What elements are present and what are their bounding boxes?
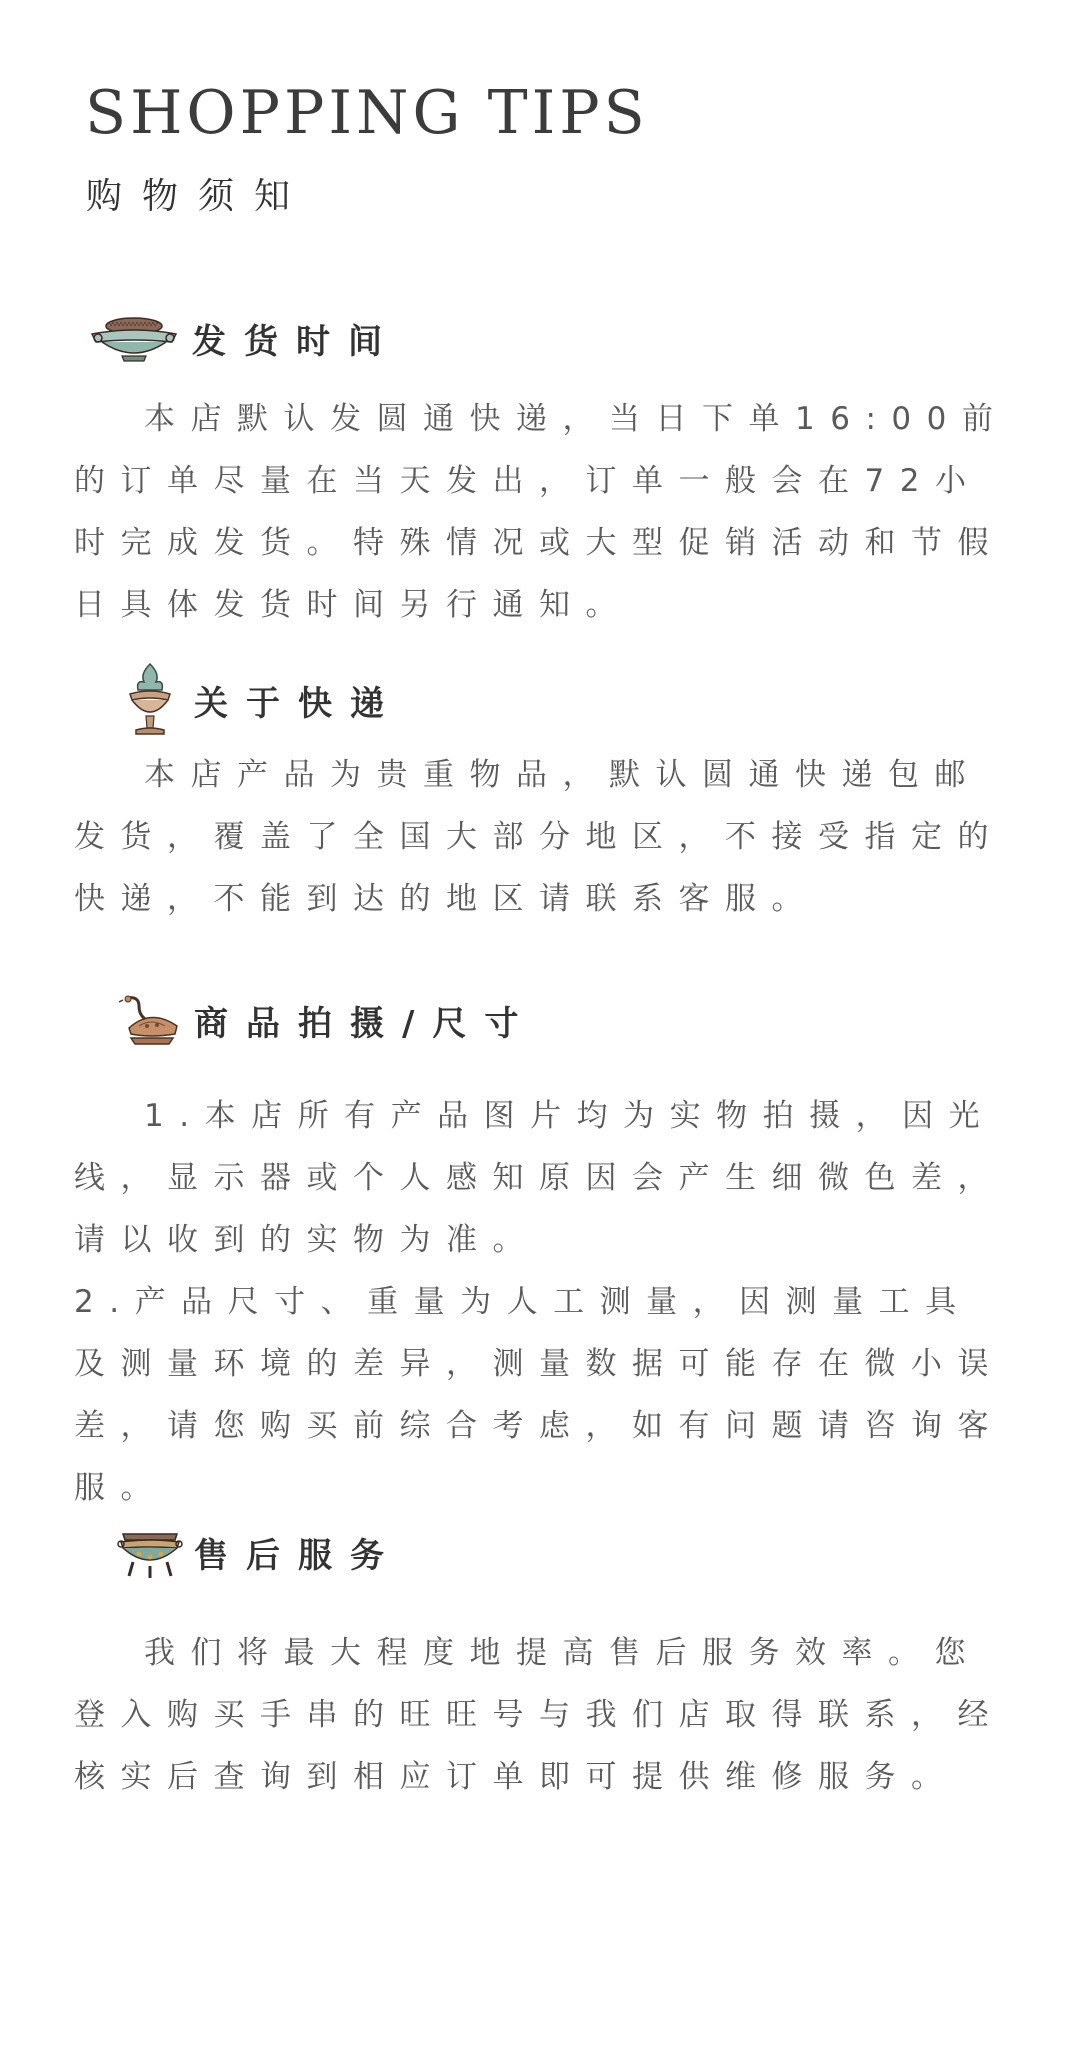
section-paragraph: 本店默认发圆通快递，当日下单16:00前的订单尽量在当天发出，订单一般会在72小时完成发货。特殊情况或大型促销活动和节假日具体发货时间另行通知。	[74, 401, 1009, 623]
section-paragraph: 1.本店所有产品图片均为实物拍摄，因光线，显示器或个人感知原因会产生细微色差，请以收到的实物为准。	[74, 1098, 1004, 1258]
section-paragraph: 我们将最大程度地提高售后服务效率。您登入购买手串的旺旺号与我们店取得联系，经核实后查询到相应订单即可提供维修服务。	[74, 1635, 1004, 1795]
section-header-photography-size	[86, 988, 536, 1052]
section-header-courier	[86, 668, 402, 732]
section-title: 售后服务	[194, 1535, 402, 1576]
section-paragraph: 2.产品尺寸、重量为人工测量，因测量工具及测量环境的差异，测量数据可能存在微小误差，请您购买前综合考虑，如有问题请咨询客服。	[74, 1284, 1004, 1506]
section-title: 关于快递	[194, 683, 402, 724]
crane-turtle-icon	[116, 988, 184, 1052]
bowl-icon	[86, 306, 182, 370]
section-paragraph: 本店产品为贵重物品，默认圆通快递包邮发货，覆盖了全国大部分地区，不接受指定的快递，不能到达的地区请联系客服。	[74, 757, 1004, 917]
section-header-shipping-time	[86, 306, 400, 370]
section-title: 商品拍摄/尺寸	[194, 1003, 537, 1044]
page-title-chinese: 购物须知	[86, 176, 311, 217]
page-title-english: SHOPPING TIPS	[85, 78, 649, 148]
section-header-after-sales	[86, 1520, 402, 1584]
tripod-censer-icon	[116, 1520, 184, 1584]
section-title: 发货时间	[192, 321, 400, 362]
incense-burner-icon	[116, 668, 184, 732]
